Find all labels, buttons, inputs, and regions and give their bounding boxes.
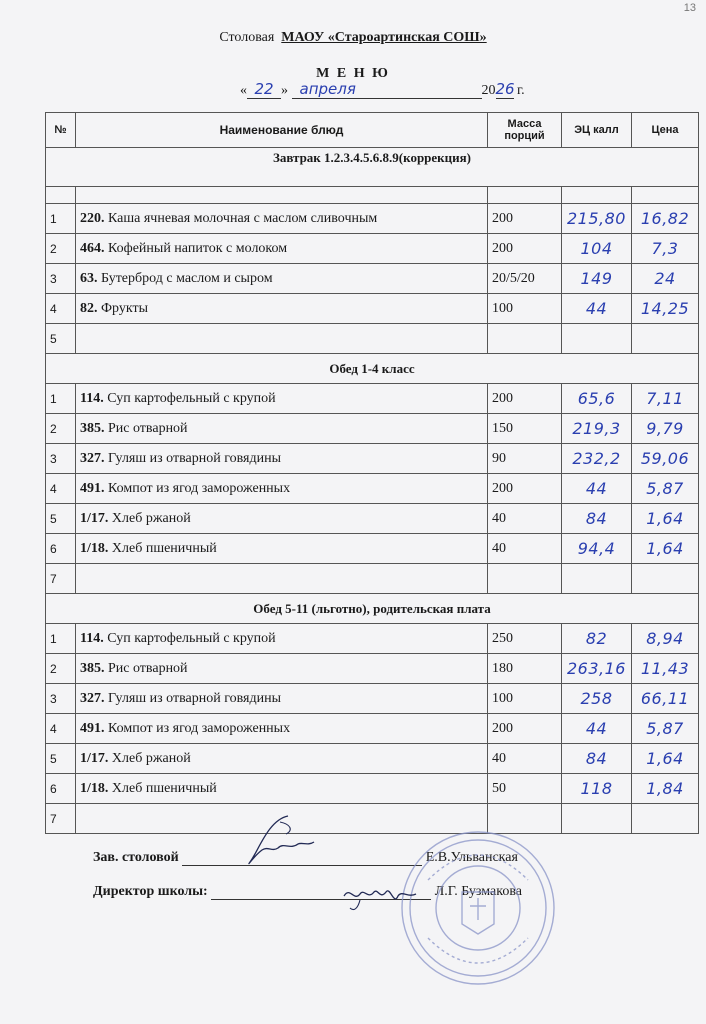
table-row [46, 774, 699, 804]
table-row [46, 444, 699, 474]
energy-value: 118 [562, 774, 632, 804]
row-number: 5 [46, 324, 76, 354]
price-value: 8,94 [632, 624, 699, 654]
cafeteria-head-signature [228, 812, 318, 872]
dish-name-cell [76, 324, 488, 354]
dish-name-cell [76, 624, 488, 654]
dish-name: Суп картофельный с крупой [107, 630, 276, 646]
price-value: 7,11 [632, 384, 699, 414]
dish-name-cell [76, 684, 488, 714]
energy-value: 219,3 [562, 414, 632, 444]
table-row [46, 384, 699, 414]
director-role: Директор школы: [93, 884, 208, 899]
cafeteria-head-role: Зав. столовой [93, 850, 179, 865]
date-close-quote: » [281, 83, 288, 98]
dish-code: 1/17. [80, 510, 109, 526]
header-price: Цена [632, 113, 699, 148]
spacer-row [46, 187, 699, 204]
row-number: 5 [46, 744, 76, 774]
row-number: 4 [46, 714, 76, 744]
energy-value [562, 324, 632, 354]
row-number: 3 [46, 264, 76, 294]
price-value: 9,79 [632, 414, 699, 444]
menu-date [240, 80, 525, 99]
portion-mass: 200 [488, 714, 562, 744]
table-row [46, 564, 699, 594]
price-value: 14,25 [632, 294, 699, 324]
dish-name: Рис отварной [108, 660, 188, 676]
dish-name: Фрукты [101, 300, 149, 316]
table-row [46, 474, 699, 504]
portion-mass: 200 [488, 204, 562, 234]
dish-code: 491. [80, 720, 105, 736]
energy-value: 44 [562, 474, 632, 504]
portion-mass: 200 [488, 474, 562, 504]
menu-table [45, 112, 699, 834]
section-title: Обед 1-4 класс [46, 354, 699, 384]
date-open-quote: « [240, 83, 247, 98]
price-value: 7,3 [632, 234, 699, 264]
dish-name-cell [76, 444, 488, 474]
section-header-row [46, 148, 699, 187]
row-number: 5 [46, 504, 76, 534]
director-signature [340, 878, 420, 914]
price-value: 59,06 [632, 444, 699, 474]
row-number: 3 [46, 684, 76, 714]
table-row [46, 414, 699, 444]
portion-mass: 180 [488, 654, 562, 684]
price-value: 16,82 [632, 204, 699, 234]
dish-code: 1/17. [80, 750, 109, 766]
portion-mass: 20/5/20 [488, 264, 562, 294]
page-number: 13 [683, 2, 696, 14]
energy-value [562, 804, 632, 834]
row-number: 2 [46, 654, 76, 684]
section-title: Обед 5-11 (льготно), родительская плата [46, 594, 699, 624]
dish-code: 1/18. [80, 780, 109, 796]
dish-name-cell [76, 264, 488, 294]
price-value [632, 324, 699, 354]
section-header-row [46, 354, 699, 384]
table-row [46, 624, 699, 654]
row-number: 4 [46, 474, 76, 504]
energy-value: 82 [562, 624, 632, 654]
dish-name: Кофейный напиток с молоком [108, 240, 288, 256]
energy-value: 44 [562, 714, 632, 744]
section-title: Завтрак 1.2.3.4.5.6.8.9(коррекция) [46, 148, 699, 187]
dish-name: Гуляш из отварной говядины [108, 450, 282, 466]
dish-code: 82. [80, 300, 98, 316]
price-value: 1,64 [632, 534, 699, 564]
table-row [46, 234, 699, 264]
price-value [632, 564, 699, 594]
energy-value: 258 [562, 684, 632, 714]
portion-mass: 200 [488, 234, 562, 264]
dish-name-cell [76, 654, 488, 684]
dish-name: Гуляш из отварной говядины [108, 690, 282, 706]
portion-mass: 100 [488, 684, 562, 714]
date-day: 22 [247, 80, 281, 99]
portion-mass: 40 [488, 504, 562, 534]
dish-name: Каша ячневая молочная с маслом сливочным [108, 210, 378, 226]
dish-code: 385. [80, 420, 105, 436]
table-row [46, 684, 699, 714]
dish-code: 63. [80, 270, 98, 286]
portion-mass: 40 [488, 744, 562, 774]
row-number: 7 [46, 804, 76, 834]
spacer-cell [632, 187, 699, 204]
row-number: 1 [46, 384, 76, 414]
org-prefix: Столовая [219, 30, 275, 45]
table-row [46, 804, 699, 834]
table-row [46, 744, 699, 774]
header-mass-line1: Масса [507, 118, 542, 130]
portion-mass: 40 [488, 534, 562, 564]
table-row [46, 534, 699, 564]
table-row [46, 324, 699, 354]
dish-code: 327. [80, 690, 105, 706]
price-value: 66,11 [632, 684, 699, 714]
price-value: 11,43 [632, 654, 699, 684]
section-header-row [46, 594, 699, 624]
dish-name: Хлеб пшеничный [111, 780, 217, 796]
dish-name: Суп картофельный с крупой [107, 390, 276, 406]
dish-code: 220. [80, 210, 105, 226]
dish-code: 114. [80, 630, 104, 646]
price-value [632, 804, 699, 834]
dish-name: Рис отварной [108, 420, 188, 436]
spacer-cell [46, 187, 76, 204]
dish-code: 491. [80, 480, 105, 496]
dish-name-cell [76, 384, 488, 414]
price-value: 1,84 [632, 774, 699, 804]
dish-name: Компот из ягод замороженных [108, 480, 291, 496]
header-mass-line2: порций [504, 130, 545, 142]
portion-mass: 100 [488, 294, 562, 324]
dish-code: 385. [80, 660, 105, 676]
dish-name-cell [76, 714, 488, 744]
table-header-row [46, 113, 699, 148]
row-number: 6 [46, 774, 76, 804]
portion-mass: 50 [488, 774, 562, 804]
school-stamp [398, 820, 558, 995]
cafeteria-head-name: Е.В.Ульванская [425, 850, 518, 865]
dish-name-cell [76, 774, 488, 804]
price-value: 24 [632, 264, 699, 294]
document-title: М Е Н Ю [316, 66, 390, 81]
row-number: 3 [46, 444, 76, 474]
dish-name-cell [76, 294, 488, 324]
energy-value: 44 [562, 294, 632, 324]
spacer-cell [76, 187, 488, 204]
row-number: 6 [46, 534, 76, 564]
dish-code: 327. [80, 450, 105, 466]
dish-name-cell [76, 204, 488, 234]
dish-code: 464. [80, 240, 105, 256]
energy-value: 215,80 [562, 204, 632, 234]
date-year-suffix: 26 [495, 80, 515, 98]
table-row [46, 714, 699, 744]
dish-name-cell [76, 564, 488, 594]
table-row [46, 654, 699, 684]
dish-name-cell [76, 534, 488, 564]
row-number: 1 [46, 624, 76, 654]
spacer-cell [488, 187, 562, 204]
energy-value: 84 [562, 744, 632, 774]
portion-mass: 250 [488, 624, 562, 654]
portion-mass: 150 [488, 414, 562, 444]
dish-name: Хлеб ржаной [111, 750, 191, 766]
dish-name: Бутерброд с маслом и сыром [101, 270, 273, 286]
date-year-prefix: 20 [481, 83, 496, 98]
portion-mass: 90 [488, 444, 562, 474]
date-month: апреля [292, 80, 482, 99]
org-name: МАОУ «Староартинская СОШ» [281, 30, 487, 45]
energy-value: 104 [562, 234, 632, 264]
dish-name-cell [76, 414, 488, 444]
portion-mass: 200 [488, 384, 562, 414]
energy-value: 65,6 [562, 384, 632, 414]
energy-value: 94,4 [562, 534, 632, 564]
table-row [46, 504, 699, 534]
spacer-cell [562, 187, 632, 204]
price-value: 1,64 [632, 504, 699, 534]
table-row [46, 294, 699, 324]
dish-name-cell [76, 234, 488, 264]
dish-name-cell [76, 474, 488, 504]
dish-name: Компот из ягод замороженных [108, 720, 291, 736]
row-number: 2 [46, 414, 76, 444]
dish-name: Хлеб пшеничный [111, 540, 217, 556]
dish-name-cell [76, 744, 488, 774]
row-number: 4 [46, 294, 76, 324]
dish-code: 114. [80, 390, 104, 406]
energy-value: 232,2 [562, 444, 632, 474]
header-energy: ЭЦ калл [562, 113, 632, 148]
row-number: 1 [46, 204, 76, 234]
header-dish-name: Наименование блюд [76, 113, 488, 148]
table-row [46, 204, 699, 234]
dish-name-cell [76, 504, 488, 534]
organization-header [0, 30, 706, 46]
portion-mass [488, 324, 562, 354]
row-number: 2 [46, 234, 76, 264]
price-value: 5,87 [632, 714, 699, 744]
date-year-unit: г. [517, 83, 525, 98]
energy-value: 263,16 [562, 654, 632, 684]
energy-value: 84 [562, 504, 632, 534]
dish-name: Хлеб ржаной [111, 510, 191, 526]
energy-value: 149 [562, 264, 632, 294]
price-value: 5,87 [632, 474, 699, 504]
row-number: 7 [46, 564, 76, 594]
table-row [46, 264, 699, 294]
dish-code: 1/18. [80, 540, 109, 556]
portion-mass [488, 564, 562, 594]
header-mass [488, 113, 562, 148]
price-value: 1,64 [632, 744, 699, 774]
header-number: № [46, 113, 76, 148]
energy-value [562, 564, 632, 594]
director-name: Л.Г. Бузмакова [434, 884, 522, 899]
